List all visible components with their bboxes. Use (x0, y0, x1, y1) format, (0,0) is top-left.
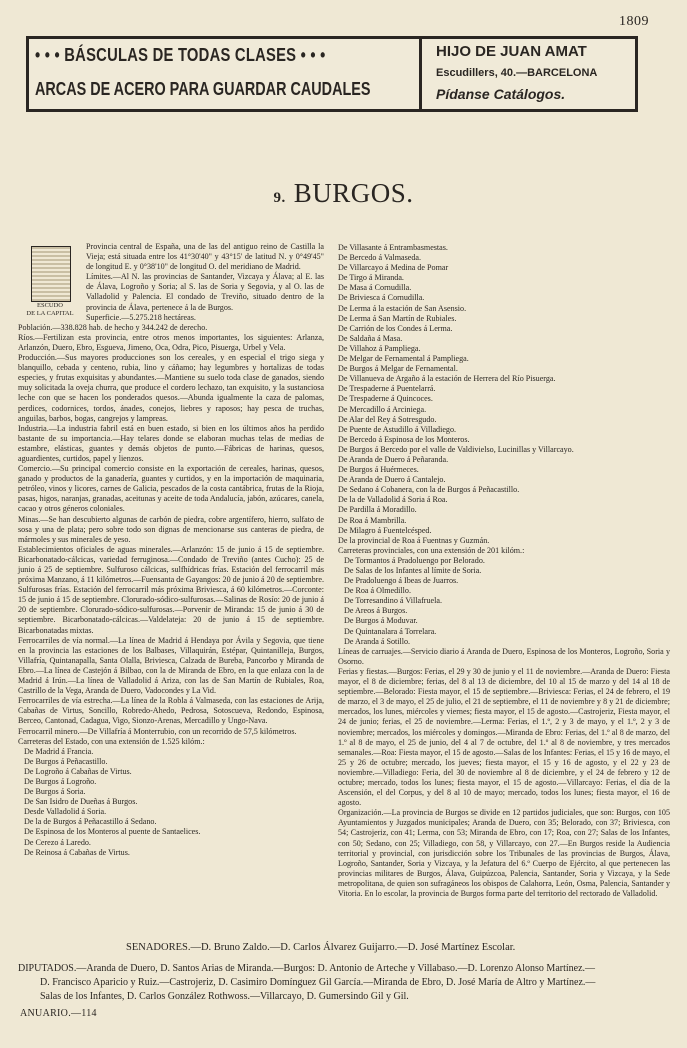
list-item: De Carrión de los Condes á Lerma. (338, 323, 453, 333)
section-number: 9. (273, 190, 286, 206)
list-item: De Lerma á San Martín de Rubiales. (338, 313, 457, 323)
ad-address: Escudillers, 40.—BARCELONA (436, 67, 598, 79)
list-item: De Lerma á la estación de San Asensio. (338, 303, 467, 313)
paragraph: Ríos.—Fertilizan esta provincia, entre otros menos importantes, los siguientes: Arlanza, Arlanzón, Duero, Ebro, Esgueva, Jimeno, Oca, Odra, Pico, Pisuerga, Urbel y Vela. (18, 332, 324, 352)
shield-caption-line: DE LA CAPITAL (26, 310, 74, 317)
list-item: De Saldaña á Masa. (338, 333, 403, 343)
list-item: De la de Burgos á Peñacastillo á Sedano. (24, 817, 157, 827)
list-item: De Burgos á Bercedo por el valle de Valdivielso, Lucinillas y Villarcayo. (338, 444, 574, 454)
paragraph: Ferias y fiestas.—Burgos: Ferias, el 29 y 30 de junio y el 11 de noviembre.—Aranda de Duero: Fiesta mayor, el 8 de diciembre; ferias, del 8 al 13 de diciembre, del 10 al 15 de marzo y del 14 al 18 de septiembre.—Belorado: Fiesta mayor, el 15 de septiembre.—Briviesca: Ferias, el 24 de febrero, el 19 de marzo, el 3 de mayo, el 25 de julio, el 21 de septiembre, el 11 de noviembre y 8 y 21 de diciembre; mercados, los lunes, miércoles y viernes; fiesta mayor, el 15 de agosto.—Castrojeriz, Fiesta mayor, el 24 de junio; ferias, el 25 de noviembre.—Lerma: Ferias, el 1.º, 2 y 3 de mayo, y el 1.º, 2 y 3 de noviembre; mercados, los miércoles y domingos.—Miranda de Ebro: Ferias, del 1.º al 8 de marzo, del 1.º al 8 de mayo, el 25 de junio, del 4 al 7 de octubre, del 1.º al 8 de noviembre, y tres mercados semanales.—Roa: Fiesta mayor, el 15 de agosto.—Salas de los Infantes: Ferias, el 15 y 16 de mayo, el 25 y 26 de octubre; mercado, los jueves; fiesta mayor, el 15 y 16 de agosto, y el 22 y 23 de noviembre.—Villadiego: Feria, del 30 de noviembre al 8 de diciembre, y el 24 de febrero y 12 de octubre; mercado, todos los lunes; fiesta mayor, el 15 de agosto.—Villarcayo: Ferias, el día de la Ascensión, el del Corpus, y del 8 al 10 de mayo; mercado, todos los lunes; fiesta mayor, el 16 de agosto. (338, 666, 670, 808)
shield-caption-line: ESCUDO (36, 302, 63, 309)
list-item: De Villahoz á Pampliega. (338, 343, 421, 353)
list-item: De Melgar de Fernamental á Pampliega. (338, 354, 469, 364)
list-item: De Aranda de Duero á Peñaranda. (338, 454, 449, 464)
list-item: De Villanueva de Argaño á la estación de Herrera del Río Pisuerga. (338, 374, 556, 384)
ad-right-panel (422, 39, 635, 109)
paragraph: Comercio.—Su principal comercio consiste en la exportación de cereales, harinas, quesos, ganado y productos de la ganadería, guantes y curtidos, y en la importación de maquinaria, petróleo, vinos y licores, carnes de Galicia, pescados de la costa cantábrica, frutas de la Rioja, pasas, higos, naranjas, granadas, aceitunas y aceite de toda Andalucía, jabón, azúcares, canela, cacao y otros géneros coloniales. (18, 464, 324, 514)
paragraph: Población.—338.828 hab. de hecho y 344.242 de derecho. (18, 322, 208, 332)
list-item: De Torresandino á Villafruela. (344, 596, 442, 606)
right-paragraphs (338, 647, 670, 899)
list-item: De Alar del Rey á Sotresgudo. (338, 414, 437, 424)
list-item: De Roa á Olmedillo. (344, 586, 411, 596)
paragraph: Minas.—Se han descubierto algunas de carbón de piedra, cobre argentífero, hierro, sulfato de sosa y una de plata; pero sobre todo son dignas de mencionarse sus canteras de piedra, de mármoles y sus minerales de yeso. (18, 514, 324, 544)
list-item: De Masa á Cornudilla. (338, 283, 412, 293)
paragraph: Ferrocarriles de vía normal.—La línea de Madrid á Hendaya por Ávila y Segovia, que tiene en la provincia las estaciones de los Balbases, Villaquirán, Estépar, Quintanilleja, Burgos, Villafría, Quintanapalla, Santa Olalla, Briviesca, Calzada de Bureba, Pancorbo y Miranda de Ebro.—La línea de Castejón á Bilbao, con la de Miranda de Ebro, en la que enlaza con la de Madrid á Irún.—La línea de Valladolid á Ariza, con las de San Martín de Rubiales, Roa, Castrillo de la Vega, Aranda de Duero, Vadocondes y La Vid. (18, 635, 324, 696)
paragraph: Carreteras del Estado, con una extensión de 1.525 kilóm.: (18, 736, 205, 746)
deputies-line: Salas de los Infantes, D. Carlos González Rothwoss.—Villarcayo, D. Gumersindo Gil y Gil. (40, 991, 409, 1002)
list-item: De Puente de Astudillo á Villadiego. (338, 424, 457, 434)
paragraph: Superficie.—5.275.218 hectáreas. (86, 312, 196, 322)
ad-catalog: Pídanse Catálogos. (436, 86, 566, 102)
list-item: De Tormantos á Pradoluengo por Belorado. (344, 555, 485, 565)
list-item: De Salas de los Infantes al límite de Soria. (344, 566, 482, 575)
list-item: De Espinosa de los Monteros al puente de Santaelices. (24, 827, 201, 837)
deputies-line: DIPUTADOS.—Aranda de Duero, D. Santos Arias de Miranda.—Burgos: D. Antonio de Arteche y Villabaso.—D. Lorenzo Alonso Martínez.— (18, 963, 596, 974)
list-item: De Mercadillo á Arciniega. (338, 404, 427, 414)
ad-company: HIJO DE JUAN AMAT (436, 43, 587, 60)
page-number: 1809 (619, 14, 649, 29)
list-item: De Roa á Mambrilla. (338, 515, 407, 525)
list-item: De la de Valladolid á Soria á Roa. (338, 495, 448, 505)
list-item: De Burgos á Moduvar. (344, 616, 418, 626)
paragraph: Límites.—Al N. las provincias de Santander, Vizcaya y Álava; al E. las de Álava, Logroño y Soria; al S. las de Soria y Segovia, y al O. las de Valladolid y Palencia. El condado de Treviño, situado dentro de la provincia de Álava, pertenece á la de Burgos. (86, 272, 324, 312)
provincial-roads-intro: Carreteras provinciales, con una extensión de 201 kilóm.: (338, 545, 525, 555)
section-name: BURGOS. (293, 178, 414, 208)
senators-line: SENADORES.—D. Bruno Zaldo.—D. Carlos Álvarez Guijarro.—D. José Martínez Escolar. (126, 942, 516, 953)
deputies-line: D. Francisco Aparicio y Ruiz.—Castrojeriz, D. Casimiro Domínguez Gil García.—Miranda de Ebro, D. José María de Altro y Martínez.— (40, 977, 596, 988)
paragraph: Industria.—La industria fabril está en buen estado, si bien en los últimos años ha perdido bastante de su importancia.—Hay telares donde se elaboran muchas telas de medias de estambre, elásticas, guantes y demás objetos de punto.—Fábricas de harinas, quesos, aguardientes, curtidos, papel y lienzos. (18, 423, 324, 463)
list-item: De Burgos á Peñacastillo. (24, 756, 108, 766)
list-item: De Bercedo á Valmaseda. (338, 253, 421, 263)
list-item: De Pardilla á Moradillo. (338, 505, 417, 515)
list-item: De Reinosa á Cabañas de Virtus. (24, 847, 130, 857)
footer-yearbook: ANUARIO.—114 (20, 1008, 97, 1019)
list-item: De Trespaderne á Quincoces. (338, 394, 433, 404)
list-item: De Briviesca á Cornudilla. (338, 293, 425, 303)
list-item: De Sedano á Cobanera, con la de Burgos á Peñacastillo. (338, 485, 520, 495)
list-item: De Tirgo á Miranda. (338, 273, 404, 283)
list-item: De Burgos á Melgar de Fernamental. (338, 364, 458, 374)
section-title (0, 178, 687, 209)
list-item: Desde Valladolid á Soria. (24, 807, 107, 817)
list-item: De Villarcayo á Medina de Pomar (338, 263, 449, 273)
list-item: De Aranda á Sotillo. (344, 636, 411, 646)
list-item: De Burgos á Huérmeces. (338, 465, 419, 475)
list-item: De Burgos á Soria. (24, 787, 86, 797)
state-roads-list (18, 747, 324, 858)
left-column (18, 242, 324, 858)
ad-left-panel (29, 39, 422, 109)
list-item: De Trespaderne á Puentelarrá. (338, 384, 436, 394)
list-item: De Milagro á Fuentelcésped. (338, 525, 432, 535)
right-column (338, 243, 670, 899)
advertisement-banner (26, 36, 638, 112)
list-item: De Burgos á Logroño. (24, 776, 97, 786)
ad-line-safes: ARCAS DE ACERO PARA GUARDAR CAUDALES (35, 79, 371, 99)
deputies-block (18, 962, 674, 1004)
paragraph: Ferrocarril minero.—De Villafría á Monterrubio, con un recorrido de 57,5 kilómetros. (18, 726, 297, 736)
list-item: De la provincial de Roa á Fuentnas y Guzmán. (338, 535, 490, 545)
paragraph: Ferrocarriles de vía estrecha.—La línea de la Robla á Valmaseda, con las estaciones de Arija, Cabañas de Virtus, Soncillo, Robredo-Ahedo, Pedrosa, Sotoscueva, Redondo, Espinosa, Berceo, Cantonad, Cadagua, Vigo, Sionzo-Arenas, Mercadillo y Ungo-Nava. (18, 696, 324, 726)
list-item: De Quintanalara á Torrelara. (344, 626, 437, 636)
coat-of-arms (18, 242, 82, 318)
ad-line-scales: • • • BÁSCULAS DE TODAS CLASES • • • (35, 45, 326, 65)
shield-icon (31, 246, 71, 302)
paragraph: Producción.—Sus mayores producciones son los cereales, y en especial el trigo siega y blanquillo, cebada y centeno, rubia, lino y cáñamo; hay legumbres y hortalizas de todas especies, y frutas exquisitas y abundantes.—Mantiene su suelo toda clase de ganados, siendo muy solicitada la oveja churra, que produce el cordero lechazo, tan exquisito, y la sustanciosa leche con que se hacen los ponderados quesos.—Abunda igualmente la caza de palomas, perdices, codornices, tordos, ánades, conejos, liebres y raposos; hay pesca de truchas, anguilas, barbos, bogas, cangrejos y lampreas. (18, 353, 324, 423)
roads-list (338, 243, 670, 546)
list-item: De San Isidro de Dueñas á Burgos. (24, 797, 138, 807)
list-item: De Bercedo á Espinosa de los Monteros. (338, 434, 470, 444)
shield-caption (20, 302, 80, 318)
paragraph: Organización.—La provincia de Burgos se divide en 12 partidos judiciales, que son: Burgos, con 105 Ayuntamientos y Juzgados municipales; Aranda de Duero, con 35; Belorado, con 37; Briviesca, con 54; Castrojeriz, con 41; Lerma, con 53; Miranda de Ebro, con 17; Roa, con 27; Salas de los Infantes, con 50; Sedano, con 25; Villadiego, con 58, y Villarcayo, con 27.—En Burgos reside la Audiencia territorial y provincial, con jurisdicción sobre los Tribunales de las provincias de Burgos, Álava, Logroño, Santander, Soria y Vizcaya, y la Jefatura del 6.º Cuerpo de Ejército, al que pertenecen las provincias militares de Burgos, Álava, Guipúzcoa, Palencia, Santander, Soria y Vizcaya, y la Sede metropolitana, de quien son sufragáneos los obispos de Calahorra, León, Osma, Palencia, Santander y Vitoria. En lo escolar, la provincia de Burgos forma parte del territorio del rectorado de Valladolid. (338, 808, 670, 898)
paragraph: Líneas de carruajes.—Servicio diario á Aranda de Duero, Espinosa de los Monteros, Logroño, Soria y Osorno. (338, 646, 670, 666)
provincial-roads-list (338, 556, 670, 647)
list-item: De Madrid á Francia. (24, 746, 94, 756)
list-item: De Villasante á Entrambasmestas. (338, 243, 448, 252)
list-item: De Cerezo á Laredo. (24, 837, 91, 847)
list-item: De Areos á Burgos. (344, 606, 408, 616)
paragraph: Provincia central de España, una de las del antiguo reino de Castilla la Vieja; está situada entre los 41°30'40" y 43°15' de latitud N. y 0°49'45" de longitud E. y 0°38'10" de longitud O. del meridiano de Madrid. (86, 242, 324, 272)
paragraph: Establecimientos oficiales de aguas minerales.—Arlanzón: 15 de junio á 15 de septiembre. Bicarbonatado-cálcicas, variedad ferruginosa.—Condado de Treviño (antes Cucho): 25 de junio á 25 de septiembre. Sulfuroso cálcicas, sulfhídricas frías. Estación del ferrocarril más próxima Manzano, á 11 kilómetros.—Fuensanta de Gayangos: 20 de junio á 20 de septiembre. Sulfurosas frías. Estación del ferrocarril más próxima Briviesca, á 60 kilómetros.—Corconte: 15 de junio á 15 de septiembre. Clorurado-sódico-sulfurosas.—Salinas de Rosío: 20 de junio á 20 de septiembre. Clorurado-sódico-sulfurosas.—Porvenir de Miranda: 15 de junio á 30 de septiembre. Bicarbonatado-cálcicas.—Valdelateja: 20 de junio á 15 de septiembre. Bicarbonatadas mixtas. (18, 544, 324, 635)
list-item: De Pradoluengo á Ibeas de Juarros. (344, 576, 459, 586)
list-item: De Aranda de Duero á Cantalejo. (338, 475, 446, 485)
list-item: De Logroño á Cabañas de Virtus. (24, 766, 132, 776)
